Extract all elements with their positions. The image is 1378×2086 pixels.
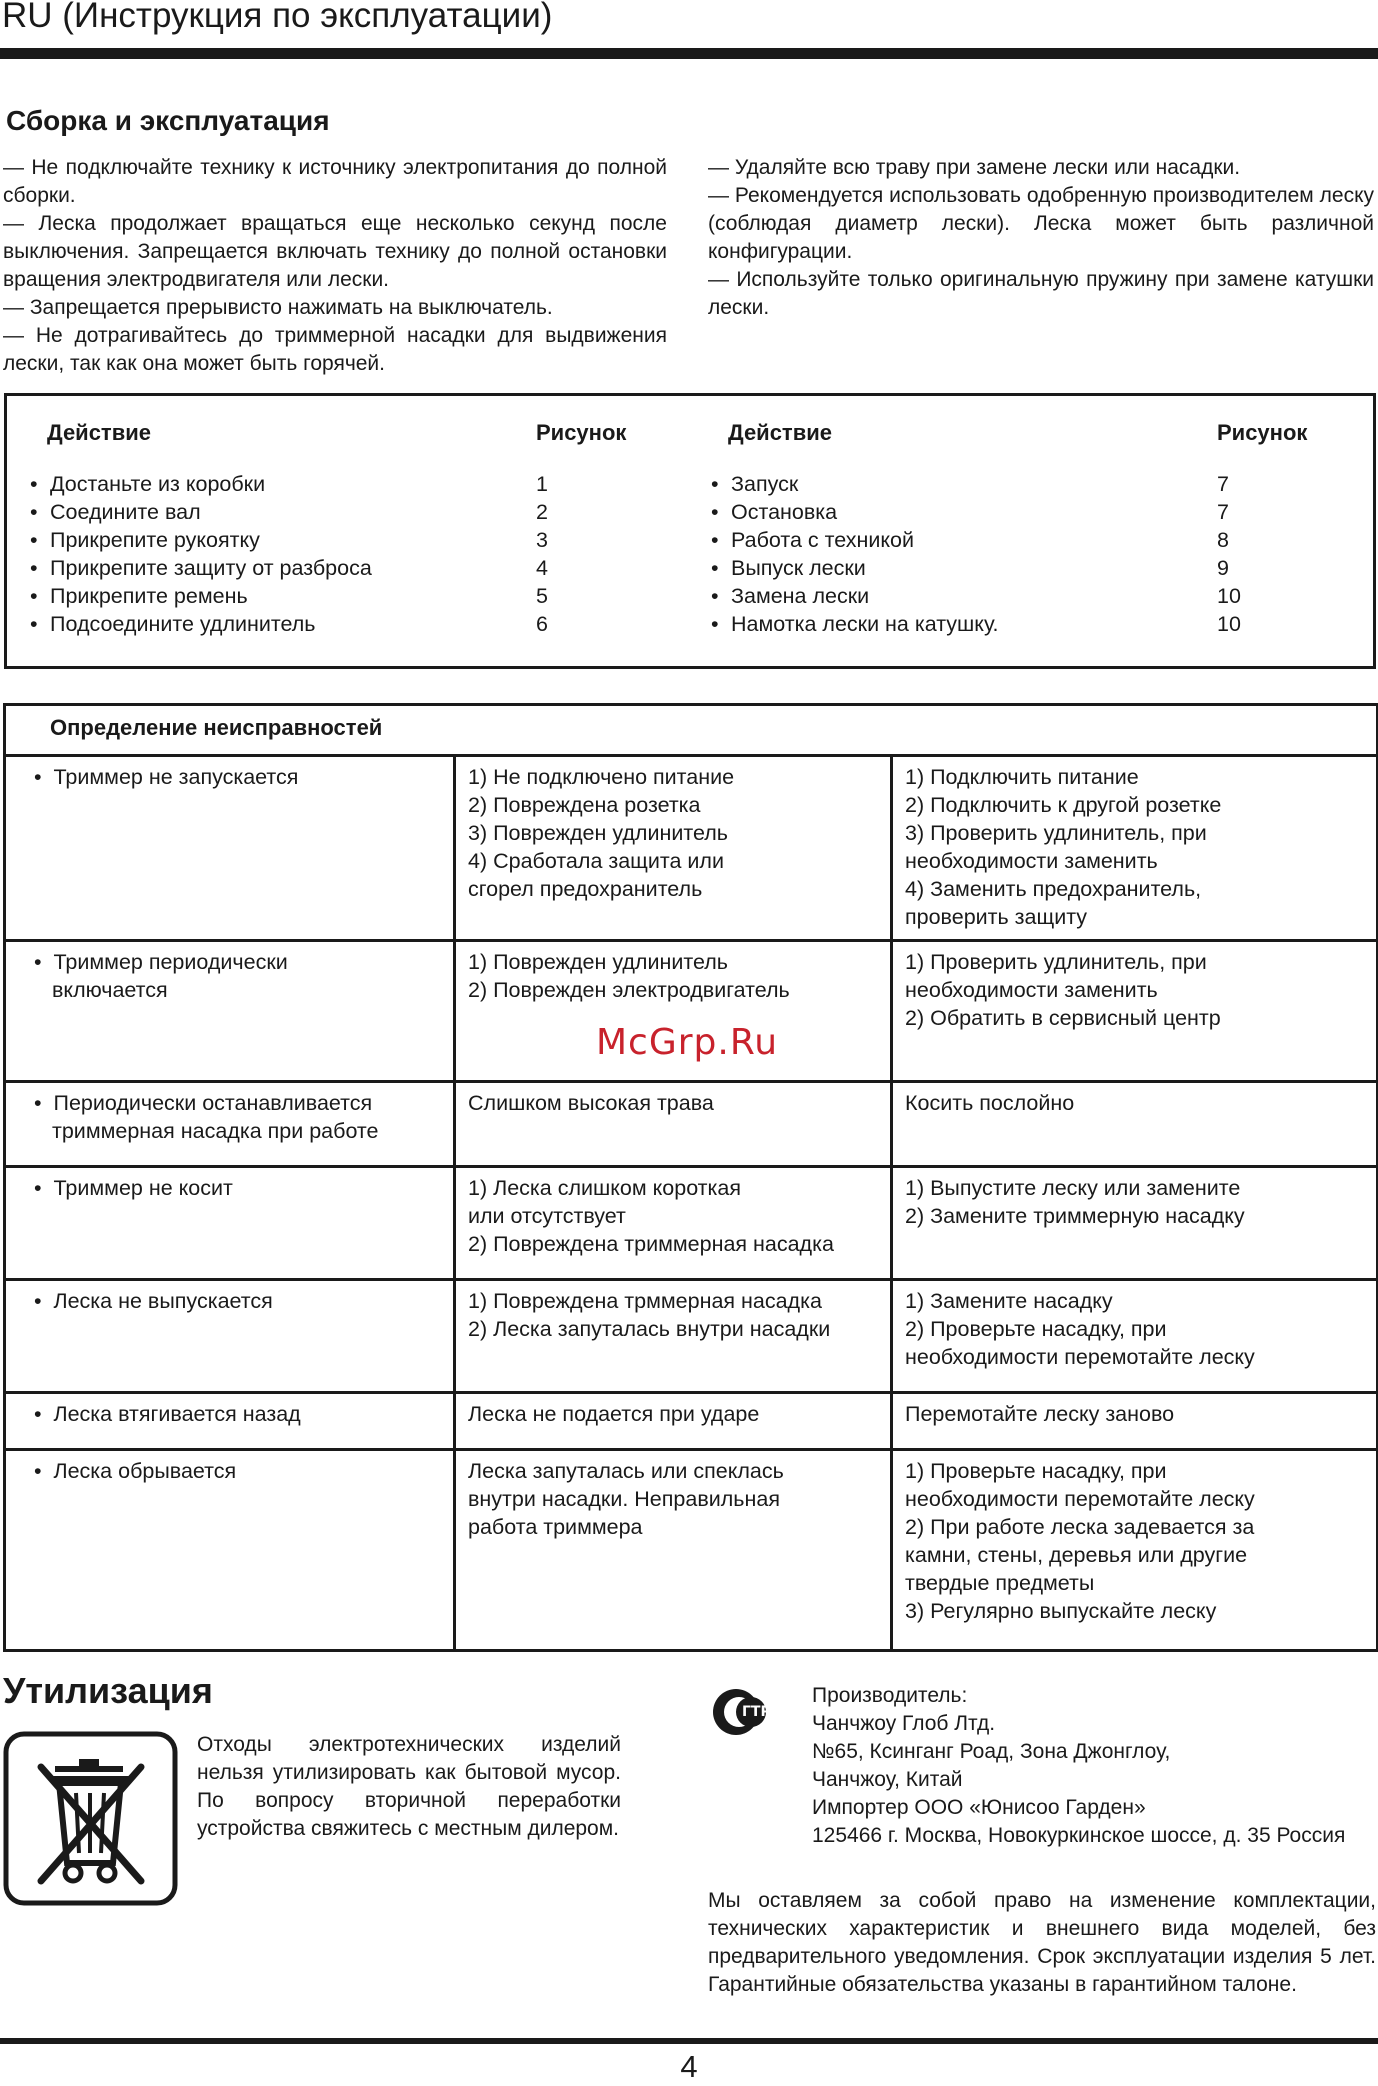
figures-left-list bbox=[536, 470, 548, 638]
list-item: • Прикрепите рукоятку bbox=[30, 528, 260, 552]
problem-cell: • Триммер периодически включается bbox=[5, 941, 455, 1082]
problem-cell: • Триммер не запускается bbox=[5, 756, 455, 941]
list-item: • Запуск bbox=[711, 472, 799, 496]
paragraph: — Не подключайте технику к источнику электропитания до полной сборки. bbox=[3, 156, 667, 207]
manufacturer-line: №65, Ксинганг Роад, Зона Джонглоу, bbox=[812, 1740, 1171, 1763]
solution-cell: Перемотайте леску заново bbox=[892, 1393, 1378, 1450]
column-header-action: Действие bbox=[728, 420, 832, 445]
manufacturer-line: Производитель: bbox=[812, 1684, 968, 1707]
list-item: • Прикрепите защиту от разброса bbox=[30, 556, 372, 580]
figure-number: 6 bbox=[536, 612, 548, 636]
assembly-right-column bbox=[708, 154, 1374, 322]
actions-left-list bbox=[28, 470, 372, 638]
manufacturer-line: Импортер ООО «Юнисоо Гарден» bbox=[812, 1796, 1146, 1819]
manufacturer-line: Чанчжоу Глоб Лтд. bbox=[812, 1712, 996, 1735]
footer-rule bbox=[0, 2038, 1378, 2044]
problem-cell: • Триммер не косит bbox=[5, 1167, 455, 1280]
solution-cell: 1) Подключить питание 2) Подключить к другой розетке 3) Проверить удлинитель, при необходимости заменить 4) Заменить предохранитель, проверить защиту bbox=[892, 756, 1378, 941]
problem-cell: • Периодически останавливается триммерная насадка при работе bbox=[5, 1082, 455, 1167]
header-rule bbox=[0, 48, 1378, 59]
figure-number: 10 bbox=[1217, 612, 1241, 636]
table-row bbox=[5, 1450, 1378, 1651]
figure-number: 5 bbox=[536, 584, 548, 608]
list-item: • Замена лески bbox=[711, 584, 870, 608]
problem-cell: • Леска обрывается bbox=[5, 1450, 455, 1651]
list-item: • Соедините вал bbox=[30, 500, 201, 524]
weee-bin-icon bbox=[3, 1731, 178, 1906]
column-header-figure: Рисунок bbox=[1217, 420, 1308, 445]
page-number: 4 bbox=[680, 2049, 698, 2084]
figure-number: 2 bbox=[536, 500, 548, 524]
list-item: • Намотка лески на катушку. bbox=[711, 612, 999, 636]
gost-r-mark-label: ГТР bbox=[742, 1704, 771, 1720]
solution-cell: 1) Замените насадку 2) Проверьте насадку, при необходимости перемотайте леску bbox=[892, 1280, 1378, 1393]
cause-cell: 1) Повреждена трммерная насадка 2) Леска запуталась внутри насадки bbox=[455, 1280, 892, 1393]
table-row bbox=[5, 1167, 1378, 1280]
list-item: • Работа с техникой bbox=[711, 528, 914, 552]
list-item: • Остановка bbox=[711, 500, 838, 524]
manufacturer-line: Чанчжоу, Китай bbox=[812, 1768, 963, 1791]
list-item: • Достаньте из коробки bbox=[30, 472, 266, 496]
watermark: McGrp.Ru bbox=[596, 1022, 779, 1063]
figure-number: 8 bbox=[1217, 528, 1229, 552]
troubleshooting-title: Определение неисправностей bbox=[5, 705, 1378, 756]
cause-cell: 1) Поврежден удлинитель 2) Поврежден электродвигатель bbox=[455, 941, 892, 1082]
paragraph: — Используйте только оригинальную пружину при замене катушки лески. bbox=[708, 268, 1374, 319]
figure-number: 3 bbox=[536, 528, 548, 552]
cause-cell: Слишком высокая трава bbox=[455, 1082, 892, 1167]
manufacturer-line: 125466 г. Москва, Новокуркинское шоссе, д. 35 Россия bbox=[812, 1824, 1346, 1847]
column-header-action: Действие bbox=[47, 420, 151, 445]
solution-cell: Косить послойно bbox=[892, 1082, 1378, 1167]
disposal-text: Отходы электротехнических изделий нельзя утилизировать как бытовой мусор. По вопросу вторичной переработки устройства свяжитесь с местным дилером. bbox=[197, 1733, 621, 1840]
table-row bbox=[5, 1280, 1378, 1393]
problem-cell: • Леска втягивается назад bbox=[5, 1393, 455, 1450]
assembly-heading: Сборка и эксплуатация bbox=[6, 105, 330, 136]
document-title: RU (Инструкция по эксплуатации) bbox=[2, 0, 553, 35]
gost-r-mark-icon bbox=[708, 1687, 774, 1737]
list-item: • Подсоедините удлинитель bbox=[30, 612, 316, 636]
assembly-left-column bbox=[3, 154, 667, 378]
problem-cell: • Леска не выпускается bbox=[5, 1280, 455, 1393]
table-row bbox=[5, 756, 1378, 941]
column-header-figure: Рисунок bbox=[536, 420, 627, 445]
rights-notice: Мы оставляем за собой право на изменение комплектации, технических характеристик и внешнего вида моделей, без предварительного уведомления. Срок эксплуатации изделия 5 лет. Гарантийные обязательства указаны в гарантийном талоне. bbox=[708, 1889, 1376, 1996]
paragraph: — Удаляйте всю траву при замене лески или насадки. bbox=[708, 156, 1241, 179]
list-item: • Выпуск лески bbox=[711, 556, 866, 580]
disposal-heading: Утилизация bbox=[3, 1670, 213, 1711]
table-row bbox=[5, 1393, 1378, 1450]
figure-number: 1 bbox=[536, 472, 548, 496]
figure-number: 4 bbox=[536, 556, 548, 580]
manufacturer-info bbox=[812, 1682, 1376, 1850]
cause-cell: 1) Не подключено питание 2) Повреждена розетка 3) Поврежден удлинитель 4) Сработала защита или сгорел предохранитель bbox=[455, 756, 892, 941]
figure-number: 7 bbox=[1217, 500, 1229, 524]
solution-cell: 1) Проверьте насадку, при необходимости перемотайте леску 2) При работе леска задевается за камни, стены, деревья или другие твердые предметы 3) Регулярно выпускайте леску bbox=[892, 1450, 1378, 1651]
paragraph: — Запрещается прерывисто нажимать на выключатель. bbox=[3, 296, 553, 319]
cause-cell: 1) Леска слишком короткая или отсутствует 2) Повреждена триммерная насадка bbox=[455, 1167, 892, 1280]
paragraph: — Не дотрагивайтесь до триммерной насадки для выдвижения лески, так как она может быть горячей. bbox=[3, 324, 667, 375]
table-header-row bbox=[5, 705, 1378, 756]
paragraph: — Рекомендуется использовать одобренную производителем леску (соблюдая диаметр лески). Леска может быть различной конфигурации. bbox=[708, 184, 1374, 263]
solution-cell: 1) Проверить удлинитель, при необходимости заменить 2) Обратить в сервисный центр bbox=[892, 941, 1378, 1082]
table-row bbox=[5, 1082, 1378, 1167]
figure-number: 9 bbox=[1217, 556, 1229, 580]
paragraph: — Леска продолжает вращаться еще несколько секунд после выключения. Запрещается включать технику до полной остановки вращения электродвигателя или лески. bbox=[3, 212, 667, 291]
cause-cell: Леска запуталась или спеклась внутри насадки. Неправильная работа триммера bbox=[455, 1450, 892, 1651]
figure-number: 7 bbox=[1217, 472, 1229, 496]
cause-cell: Леска не подается при ударе bbox=[455, 1393, 892, 1450]
troubleshooting-table bbox=[3, 703, 1378, 1652]
figures-right-list bbox=[1217, 470, 1241, 638]
list-item: • Прикрепите ремень bbox=[30, 584, 248, 608]
solution-cell: 1) Выпустите леску или замените 2) Замените триммерную насадку bbox=[892, 1167, 1378, 1280]
figure-number: 10 bbox=[1217, 584, 1241, 608]
actions-right-list bbox=[709, 470, 999, 638]
